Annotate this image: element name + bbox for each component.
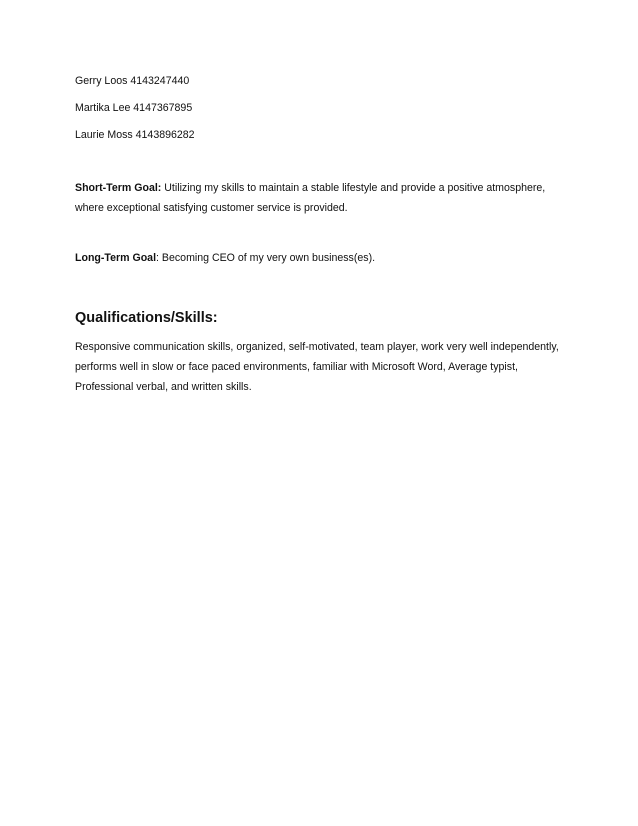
qualifications-text: Responsive communication skills, organized, self-motivated, team player, work very well independently, performs well in slow or face paced environments, familiar with Microsoft Word, Average typist, Professional verbal, and written skills.: [75, 341, 559, 393]
reference-line: Martika Lee 4147367895: [75, 102, 193, 114]
short-term-goal-label: Short-Term Goal:: [75, 182, 162, 194]
long-term-goal-label: Long-Term Goal: [75, 252, 157, 264]
short-term-goal: [75, 178, 575, 218]
long-term-goal: [75, 248, 575, 268]
qualifications-heading: Qualifications/Skills:: [75, 310, 218, 326]
long-term-goal-text: : Becoming CEO of my very own business(es).: [156, 252, 376, 264]
reference-line: Laurie Moss 4143896282: [75, 129, 195, 141]
reference-line: Gerry Loos 4143247440: [75, 75, 190, 87]
short-term-goal-text: Utilizing my skills to maintain a stable lifestyle and provide a positive atmosphere, where exceptional satisfying customer service is provided.: [75, 182, 546, 214]
